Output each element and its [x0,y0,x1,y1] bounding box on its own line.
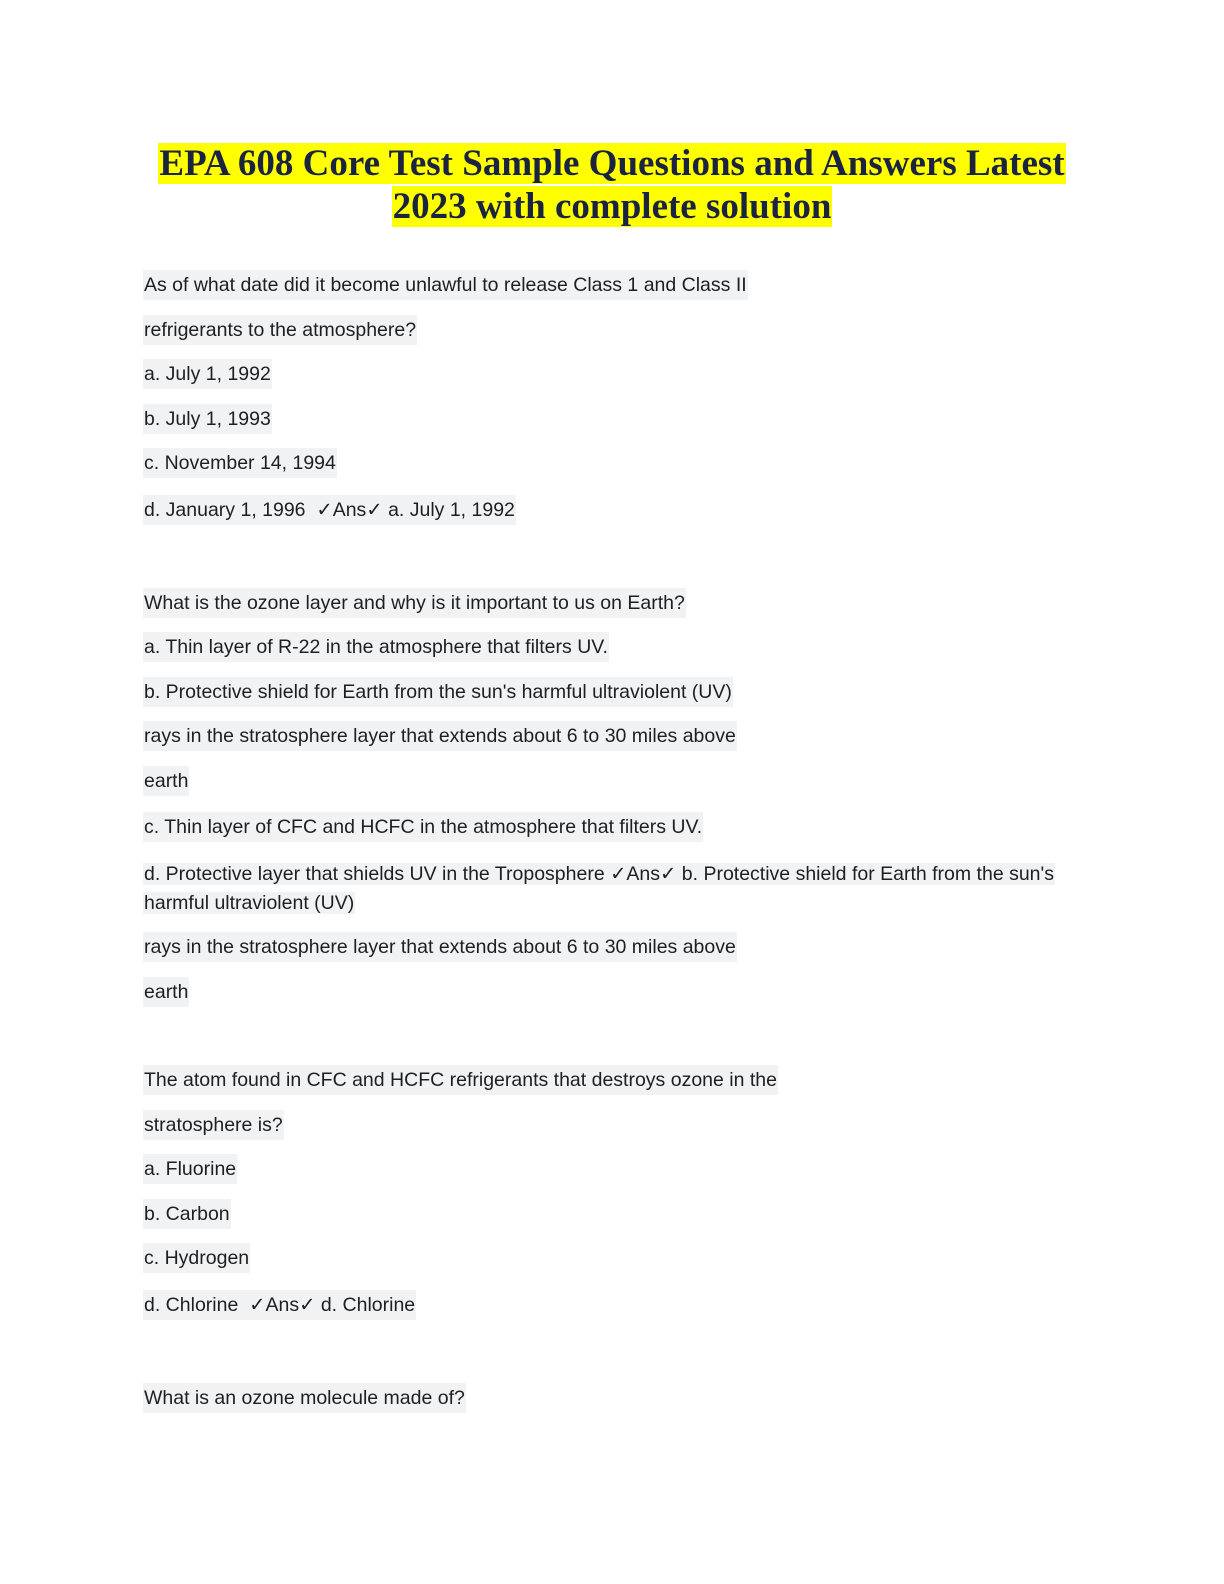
question-text: What is the ozone layer and why is it important to us on Earth? [143,588,686,618]
question-block [143,1383,1083,1428]
answer-option: c. November 14, 1994 [143,448,337,478]
answer-option-with-solution: d. Chlorine ✓Ans✓ d. Chlorine [143,1290,416,1320]
solution-text: rays in the stratosphere layer that extends about 6 to 30 miles above [143,932,737,962]
answer-option: b. Carbon [143,1199,231,1229]
question-block [143,270,1083,543]
question-block [143,588,1083,1022]
question-text: stratosphere is? [143,1110,284,1140]
title-line-2: 2023 with complete solution [392,186,832,227]
question-block [143,1065,1083,1338]
answer-option: rays in the stratosphere layer that extends about 6 to 30 miles above [143,721,737,751]
question-text: What is an ozone molecule made of? [143,1383,466,1413]
answer-option: a. Thin layer of R-22 in the atmosphere that filters UV. [143,632,609,662]
answer-option: c. Thin layer of CFC and HCFC in the atmosphere that filters UV. [143,812,703,842]
question-text: The atom found in CFC and HCFC refrigerants that destroys ozone in the [143,1065,778,1095]
answer-option: b. July 1, 1993 [143,404,272,434]
answer-option: earth [143,766,189,796]
solution-text: earth [143,977,189,1007]
answer-option-with-solution: d. Protective layer that shields UV in the Troposphere ✓Ans✓ b. Protective shield for Earth from the sun's harmful ultraviolent (UV) [144,863,1054,914]
answer-option: a. July 1, 1992 [143,359,272,389]
answer-option: a. Fluorine [143,1154,237,1184]
question-list [143,270,1083,1427]
title-line-1: EPA 608 Core Test Sample Questions and Answers Latest [159,143,1065,184]
question-text: refrigerants to the atmosphere? [143,315,417,345]
answer-option: b. Protective shield for Earth from the sun's harmful ultraviolent (UV) [143,677,733,707]
question-text: As of what date did it become unlawful to release Class 1 and Class II [143,270,748,300]
document-title [120,142,1104,228]
answer-option-with-solution: d. January 1, 1996 ✓Ans✓ a. July 1, 1992 [143,495,516,525]
answer-option: c. Hydrogen [143,1243,250,1273]
